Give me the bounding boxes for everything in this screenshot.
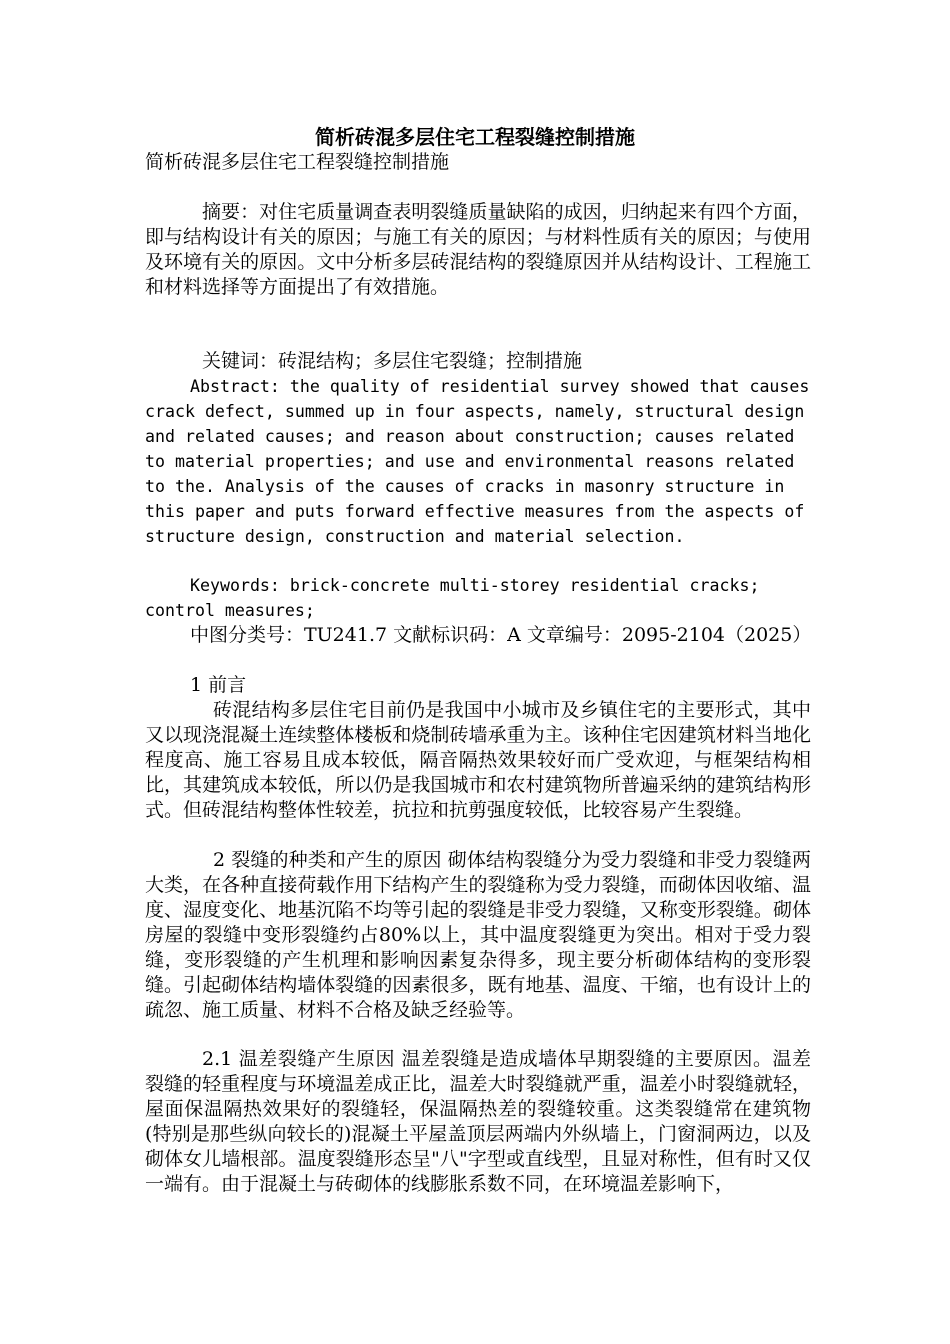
document-subtitle: 简析砖混多层住宅工程裂缝控制措施	[145, 151, 450, 173]
classification-line: 中图分类号：TU241.7 文献标识码：A 文章编号：2095-2104（2025）	[190, 624, 812, 646]
section-2-body: 2 裂缝的种类和产生的原因 砌体结构裂缝分为受力裂缝和非受力裂缝两大类，在各种直接荷载作用下结构产生的裂缝称为受力裂缝，而砌体因收缩、温度、湿度变化、地基沉陷不均等引起的裂缝是非受力裂缝，又称变形裂缝。砌体房屋的裂缝中变形裂缝约占80%以上，其中温度裂缝更为突出。相对于受力裂缝，变形裂缝的产生机理和影响因素复杂得多，现主要分析砌体结构的变形裂缝。引起砌体结构墙体裂缝的因素很多，既有地基、温度、干缩，也有设计上的疏忽、施工质量、材料不合格及缺乏经验等。	[145, 849, 811, 1021]
document-title: 简析砖混多层住宅工程裂缝控制措施	[315, 125, 635, 149]
keywords-english: Keywords: brick-concrete multi-storey residential cracks; control measures;	[145, 576, 760, 620]
abstract-english: Abstract: the quality of residential survey showed that causes crack defect, summed up in four aspects, namely, structural design and related causes; and reason about construction; causes related to material properties; and use and environmental reasons related to the. Analysis of the causes of cracks in masonry structure in this paper and puts forward effective measures from the aspects of structure design, construction and material selection.	[145, 377, 810, 546]
section-1-heading: 1 前言	[190, 674, 247, 696]
abstract-chinese: 摘要：对住宅质量调查表明裂缝质量缺陷的成因，归纳起来有四个方面，即与结构设计有关的原因；与施工有关的原因；与材料性质有关的原因；与使用及环境有关的原因。文中分析多层砖混结构的裂缝原因并从结构设计、工程施工和材料选择等方面提出了有效措施。	[145, 201, 811, 298]
section-1-body: 砖混结构多层住宅目前仍是我国中小城市及乡镇住宅的主要形式，其中又以现浇混凝土连续整体楼板和烧制砖墙承重为主。该种住宅因建筑材料当地化程度高、施工容易且成本较低，隔音隔热效果较好而广受欢迎，与框架结构相比，其建筑成本较低，所以仍是我国城市和农村建筑物所普遍采纳的建筑结构形式。但砖混结构整体性较差，抗拉和抗剪强度较低，比较容易产生裂缝。	[145, 699, 811, 821]
keywords-chinese: 关键词：砖混结构；多层住宅裂缝；控制措施	[202, 350, 583, 372]
section-2-1-body: 2.1 温差裂缝产生原因 温差裂缝是造成墙体早期裂缝的主要原因。温差裂缝的轻重程度与环境温差成正比，温差大时裂缝就严重，温差小时裂缝就轻，屋面保温隔热效果好的裂缝轻，保温隔热差的裂缝较重。这类裂缝常在建筑物(特别是那些纵向较长的)混凝土平屋盖顶层两端内外纵墙上，门窗洞两边，以及砌体女儿墙根部。温度裂缝形态呈"八"字型或直线型，且显对称性，但有时又仅一端有。由于混凝土与砖砌体的线膨胀系数不同，在环境温差影响下，	[145, 1048, 811, 1195]
